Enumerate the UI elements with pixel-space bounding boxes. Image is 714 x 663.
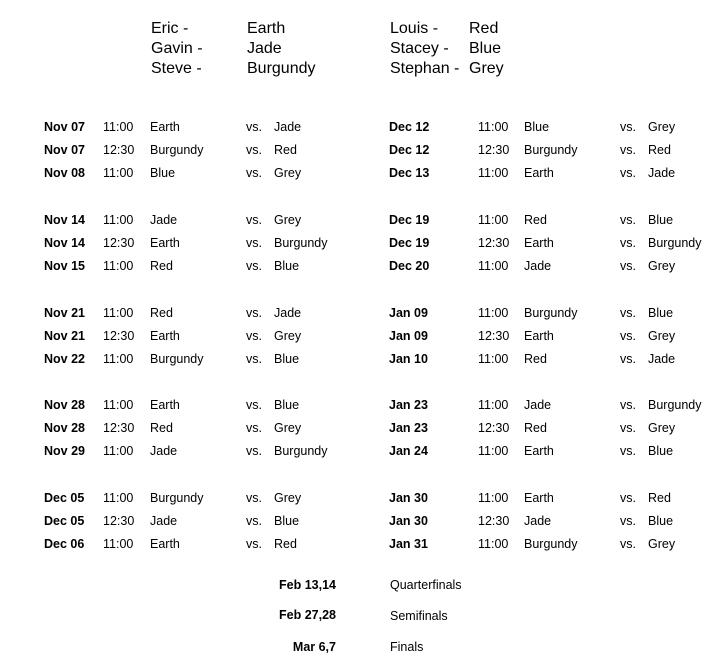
versus-label: vs. — [620, 491, 636, 505]
away-team: Grey — [648, 537, 676, 551]
game-date: Nov 08 — [44, 166, 85, 180]
game-date: Dec 20 — [389, 259, 430, 273]
coach-name: Steve - — [151, 60, 202, 77]
away-team: Blue — [274, 514, 300, 528]
game-time: 11:00 — [103, 306, 134, 320]
versus-label: vs. — [620, 329, 636, 343]
away-team: Grey — [648, 329, 676, 343]
home-team: Jade — [524, 259, 552, 273]
home-team: Earth — [524, 444, 554, 458]
game-date: Dec 05 — [44, 491, 85, 505]
coach-name: Stacey - — [390, 40, 449, 57]
versus-label: vs. — [246, 306, 262, 320]
home-team: Jade — [150, 444, 178, 458]
away-team: Grey — [274, 491, 302, 505]
versus-label: vs. — [246, 236, 262, 250]
playoff-round: Quarterfinals — [390, 578, 462, 592]
away-team: Red — [648, 491, 671, 505]
game-date: Nov 29 — [44, 444, 85, 458]
game-time: 11:00 — [478, 444, 509, 458]
coach-team: Burgundy — [247, 60, 316, 77]
coach-team: Red — [469, 20, 499, 37]
game-time: 12:30 — [478, 329, 510, 343]
coach-name: Stephan - — [390, 60, 460, 77]
home-team: Earth — [524, 491, 554, 505]
home-team: Red — [524, 352, 547, 366]
game-time: 11:00 — [478, 259, 509, 273]
home-team: Burgundy — [150, 352, 204, 366]
versus-label: vs. — [620, 213, 636, 227]
versus-label: vs. — [246, 259, 262, 273]
home-team: Earth — [150, 537, 180, 551]
playoff-round: Finals — [390, 640, 424, 654]
home-team: Red — [150, 259, 173, 273]
game-time: 12:30 — [478, 143, 510, 157]
game-time: 11:00 — [478, 537, 509, 551]
game-time: 11:00 — [478, 120, 509, 134]
home-team: Burgundy — [150, 143, 204, 157]
game-date: Dec 12 — [389, 120, 430, 134]
game-time: 11:00 — [478, 398, 509, 412]
home-team: Earth — [150, 329, 180, 343]
game-date: Nov 14 — [44, 236, 85, 250]
home-team: Jade — [150, 213, 178, 227]
coach-team: Earth — [247, 20, 286, 37]
home-team: Earth — [150, 120, 180, 134]
playoff-date: Feb 13,14 — [279, 578, 336, 592]
versus-label: vs. — [620, 143, 636, 157]
home-team: Earth — [524, 236, 554, 250]
home-team: Jade — [524, 398, 552, 412]
game-date: Nov 28 — [44, 398, 85, 412]
away-team: Blue — [274, 398, 300, 412]
away-team: Blue — [648, 306, 674, 320]
versus-label: vs. — [246, 143, 262, 157]
away-team: Grey — [274, 421, 302, 435]
game-date: Nov 15 — [44, 259, 85, 273]
game-time: 12:30 — [103, 421, 135, 435]
versus-label: vs. — [620, 120, 636, 134]
coach-team: Grey — [469, 60, 504, 77]
game-date: Nov 28 — [44, 421, 85, 435]
game-date: Dec 19 — [389, 236, 430, 250]
away-team: Grey — [274, 166, 302, 180]
game-time: 11:00 — [103, 213, 134, 227]
versus-label: vs. — [620, 398, 636, 412]
game-date: Jan 31 — [389, 537, 428, 551]
away-team: Jade — [648, 166, 676, 180]
game-time: 11:00 — [478, 491, 509, 505]
away-team: Blue — [648, 514, 674, 528]
game-date: Nov 21 — [44, 329, 85, 343]
game-date: Nov 07 — [44, 143, 85, 157]
game-date: Jan 09 — [389, 306, 428, 320]
home-team: Jade — [524, 514, 552, 528]
away-team: Jade — [274, 120, 302, 134]
game-time: 12:30 — [478, 421, 510, 435]
coach-name: Gavin - — [151, 40, 203, 57]
game-date: Jan 10 — [389, 352, 428, 366]
versus-label: vs. — [620, 166, 636, 180]
away-team: Blue — [274, 259, 300, 273]
versus-label: vs. — [246, 166, 262, 180]
away-team: Grey — [274, 213, 302, 227]
versus-label: vs. — [620, 259, 636, 273]
playoff-round: Semifinals — [390, 609, 448, 623]
game-time: 12:30 — [103, 143, 135, 157]
versus-label: vs. — [246, 537, 262, 551]
home-team: Earth — [524, 166, 554, 180]
game-time: 11:00 — [478, 213, 509, 227]
game-time: 11:00 — [103, 120, 134, 134]
versus-label: vs. — [620, 514, 636, 528]
versus-label: vs. — [246, 329, 262, 343]
home-team: Burgundy — [524, 306, 578, 320]
versus-label: vs. — [246, 491, 262, 505]
away-team: Red — [274, 537, 297, 551]
game-time: 11:00 — [103, 537, 134, 551]
versus-label: vs. — [246, 444, 262, 458]
home-team: Burgundy — [524, 537, 578, 551]
game-time: 11:00 — [478, 166, 509, 180]
game-time: 12:30 — [103, 514, 135, 528]
versus-label: vs. — [620, 306, 636, 320]
game-time: 11:00 — [103, 491, 134, 505]
home-team: Earth — [524, 329, 554, 343]
game-date: Dec 12 — [389, 143, 430, 157]
game-time: 12:30 — [478, 236, 510, 250]
home-team: Burgundy — [524, 143, 578, 157]
game-time: 11:00 — [103, 259, 134, 273]
away-team: Jade — [274, 306, 302, 320]
game-date: Dec 05 — [44, 514, 85, 528]
versus-label: vs. — [620, 421, 636, 435]
home-team: Jade — [150, 514, 178, 528]
game-date: Jan 30 — [389, 514, 428, 528]
game-time: 11:00 — [478, 352, 509, 366]
versus-label: vs. — [246, 352, 262, 366]
away-team: Burgundy — [274, 236, 328, 250]
game-time: 11:00 — [103, 444, 134, 458]
versus-label: vs. — [246, 514, 262, 528]
playoff-date: Mar 6,7 — [292, 640, 336, 654]
home-team: Burgundy — [150, 491, 204, 505]
game-date: Nov 21 — [44, 306, 85, 320]
home-team: Earth — [150, 236, 180, 250]
game-date: Dec 19 — [389, 213, 430, 227]
game-date: Jan 24 — [389, 444, 428, 458]
away-team: Burgundy — [274, 444, 328, 458]
game-date: Nov 22 — [44, 352, 85, 366]
home-team: Blue — [524, 120, 550, 134]
home-team: Earth — [150, 398, 180, 412]
game-time: 11:00 — [103, 352, 134, 366]
versus-label: vs. — [246, 421, 262, 435]
game-time: 12:30 — [478, 514, 510, 528]
game-date: Dec 06 — [44, 537, 85, 551]
game-time: 11:00 — [103, 398, 134, 412]
game-time: 11:00 — [478, 306, 509, 320]
game-date: Jan 09 — [389, 329, 428, 343]
away-team: Grey — [274, 329, 302, 343]
coach-team: Jade — [247, 40, 282, 57]
away-team: Jade — [648, 352, 676, 366]
versus-label: vs. — [620, 352, 636, 366]
game-time: 12:30 — [103, 329, 135, 343]
away-team: Grey — [648, 421, 676, 435]
away-team: Blue — [648, 213, 674, 227]
home-team: Blue — [150, 166, 176, 180]
game-date: Nov 14 — [44, 213, 85, 227]
game-date: Jan 23 — [389, 421, 428, 435]
coach-name: Louis - — [390, 20, 439, 37]
away-team: Red — [274, 143, 297, 157]
versus-label: vs. — [246, 398, 262, 412]
away-team: Burgundy — [648, 398, 702, 412]
game-date: Nov 07 — [44, 120, 85, 134]
away-team: Burgundy — [648, 236, 702, 250]
home-team: Red — [150, 306, 173, 320]
coach-team: Blue — [469, 40, 502, 57]
coach-name: Eric - — [151, 20, 189, 37]
away-team: Grey — [648, 259, 676, 273]
away-team: Blue — [274, 352, 300, 366]
versus-label: vs. — [246, 120, 262, 134]
versus-label: vs. — [246, 213, 262, 227]
game-time: 12:30 — [103, 236, 135, 250]
game-date: Dec 13 — [389, 166, 430, 180]
game-date: Jan 23 — [389, 398, 428, 412]
home-team: Red — [524, 213, 547, 227]
versus-label: vs. — [620, 236, 636, 250]
game-time: 11:00 — [103, 166, 134, 180]
playoff-date: Feb 27,28 — [279, 608, 336, 622]
versus-label: vs. — [620, 537, 636, 551]
away-team: Grey — [648, 120, 676, 134]
away-team: Red — [648, 143, 671, 157]
versus-label: vs. — [620, 444, 636, 458]
game-date: Jan 30 — [389, 491, 428, 505]
home-team: Red — [524, 421, 547, 435]
home-team: Red — [150, 421, 173, 435]
away-team: Blue — [648, 444, 674, 458]
